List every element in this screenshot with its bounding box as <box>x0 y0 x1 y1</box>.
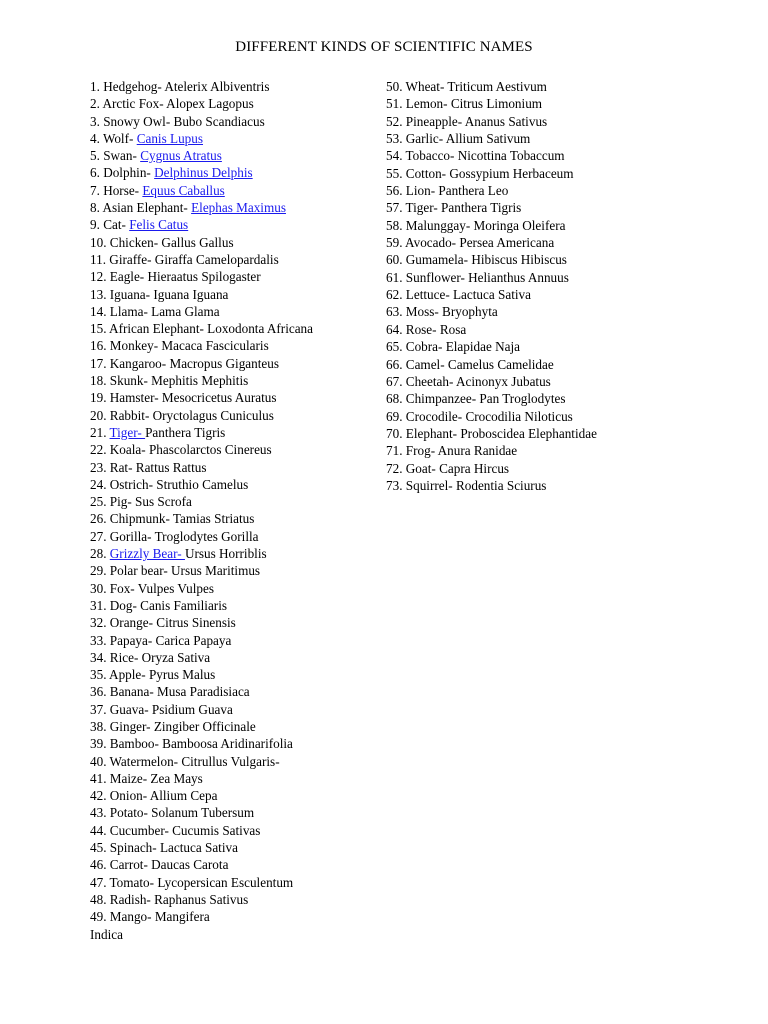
list-item-text: 35. Apple- Pyrus Malus <box>90 667 216 683</box>
list-item <box>90 182 313 199</box>
list-item <box>90 424 313 441</box>
list-item <box>90 320 313 337</box>
list-item-text: 13. Iguana- Iguana Iguana <box>90 286 229 302</box>
list-item <box>386 390 597 407</box>
list-item-text: 47. Tomato- Lycopersican Esculentum <box>90 874 294 890</box>
list-item <box>386 425 597 442</box>
list-item-text: 61. Sunflower- Helianthus Annuus <box>386 269 569 285</box>
list-item-text: 38. Ginger- Zingiber Officinale <box>90 718 256 734</box>
list-item <box>386 373 597 390</box>
list-item <box>90 718 313 735</box>
list-item-text: 54. Tobacco- Nicottina Tobaccum <box>386 148 565 164</box>
list-item <box>90 701 313 718</box>
list-item <box>386 338 597 355</box>
list-item-text: 29. Polar bear- Ursus Maritimus <box>90 563 261 579</box>
list-item <box>90 130 313 147</box>
scientific-name-link[interactable]: Delphinus Delphis <box>154 165 253 181</box>
list-item-text: 1. Hedgehog- Atelerix Albiventris <box>90 79 270 94</box>
list-item <box>90 770 313 787</box>
list-item <box>90 632 313 649</box>
list-item-text: 58. Malunggay- Moringa Oleifera <box>386 217 566 233</box>
list-item-text: 2. Arctic Fox- Alopex Lagopus <box>90 96 254 112</box>
list-item <box>90 234 313 251</box>
list-item <box>386 408 597 425</box>
list-item-text: 10. Chicken- Gallus Gallus <box>90 234 234 250</box>
list-item <box>90 874 313 891</box>
list-item <box>386 113 597 130</box>
list-item-text: 40. Watermelon- Citrullus Vulgaris- <box>90 753 280 769</box>
list-item-text: 20. Rabbit- Oryctolagus Cuniculus <box>90 407 274 423</box>
list-item <box>386 251 597 268</box>
list-item-text: 44. Cucumber- Cucumis Sativas <box>90 822 261 838</box>
list-item-text: 30. Fox- Vulpes Vulpes <box>90 580 214 596</box>
list-item-text: 8. Asian Elephant- <box>90 200 192 216</box>
list-item <box>90 666 313 683</box>
list-item <box>90 164 313 181</box>
list-item-text: 15. African Elephant- Loxodonta Africana <box>90 321 314 337</box>
list-item <box>90 822 313 839</box>
list-item-text: 12. Eagle- Hieraatus Spilogaster <box>90 269 261 285</box>
list-item <box>90 372 313 389</box>
list-item <box>386 356 597 373</box>
list-item <box>90 735 313 752</box>
list-item <box>90 597 313 614</box>
scientific-name-link[interactable]: Cygnus Atratus <box>140 148 222 164</box>
list-item-text: 41. Maize- Zea Mays <box>90 770 203 786</box>
list-item-text: 56. Lion- Panthera Leo <box>386 183 509 199</box>
list-item-text: 9. Cat- <box>90 217 130 233</box>
list-item <box>90 580 313 597</box>
scientific-name-link[interactable]: Canis Lupus <box>136 130 203 146</box>
list-item-text: Ursus Horriblis <box>184 546 267 562</box>
list-item <box>90 355 313 372</box>
list-item <box>90 199 313 216</box>
list-item <box>90 268 313 285</box>
list-item-text: 60. Gumamela- Hibiscus Hibiscus <box>386 252 567 268</box>
list-item-text: 32. Orange- Citrus Sinensis <box>90 615 236 631</box>
list-item-text: 24. Ostrich- Struthio Camelus <box>90 476 249 492</box>
list-item <box>386 217 597 234</box>
list-item-text: 73. Squirrel- Rodentia Sciurus <box>386 477 547 493</box>
list-item <box>90 78 313 95</box>
list-item <box>90 614 313 631</box>
list-item-text: 70. Elephant- Proboscidea Elephantidae <box>386 425 597 441</box>
list-item <box>90 787 313 804</box>
list-item <box>90 528 313 545</box>
list-item-text: 21. <box>90 424 110 440</box>
list-item-text: 16. Monkey- Macaca Fascicularis <box>90 338 269 354</box>
list-item <box>90 95 313 112</box>
scientific-name-link[interactable]: Elephas Maximus <box>191 200 286 216</box>
list-item <box>90 908 313 925</box>
list-item-text: 22. Koala- Phascolarctos Cinereus <box>90 442 272 458</box>
list-item-text: 66. Camel- Camelus Camelidae <box>386 356 554 372</box>
right-column-list <box>386 78 597 494</box>
list-item-text: 64. Rose- Rosa <box>386 321 467 337</box>
list-item-text: 48. Radish- Raphanus Sativus <box>90 891 249 907</box>
list-item <box>386 199 597 216</box>
list-item <box>386 286 597 303</box>
list-item <box>90 113 313 130</box>
list-item-text: 6. Dolphin- <box>90 165 155 181</box>
list-item <box>90 545 313 562</box>
scientific-name-link[interactable]: Grizzly Bear- <box>109 546 185 562</box>
list-item-text: 42. Onion- Allium Cepa <box>90 788 218 804</box>
list-item-text: 57. Tiger- Panthera Tigris <box>386 200 522 216</box>
list-item-text: 69. Crocodile- Crocodilia Niloticus <box>386 408 573 424</box>
list-item-text: 17. Kangaroo- Macropus Giganteus <box>90 355 279 371</box>
list-item-text: 14. Llama- Lama Glama <box>90 303 220 319</box>
list-item <box>90 337 313 354</box>
scientific-name-link[interactable]: Tiger- <box>109 424 146 440</box>
list-item-text: 59. Avocado- Persea Americana <box>386 235 555 251</box>
list-item <box>90 389 313 406</box>
list-item <box>386 234 597 251</box>
list-item-text: 4. Wolf- <box>90 130 137 146</box>
list-item <box>90 926 313 943</box>
list-item <box>386 303 597 320</box>
list-item <box>90 286 313 303</box>
list-item <box>90 649 313 666</box>
list-item-text: 39. Bamboo- Bamboosa Aridinarifolia <box>90 736 293 752</box>
left-column-list <box>90 78 313 943</box>
list-item-text: 5. Swan- <box>90 148 141 164</box>
list-item-text: 3. Snowy Owl- Bubo Scandiacus <box>90 113 265 129</box>
list-item-text: 25. Pig- Sus Scrofa <box>90 494 192 510</box>
list-item-text: 23. Rat- Rattus Rattus <box>90 459 207 475</box>
list-item <box>386 477 597 494</box>
list-item-text: 36. Banana- Musa Paradisiaca <box>90 684 250 700</box>
list-item <box>90 303 313 320</box>
list-item-text: 63. Moss- Bryophyta <box>386 304 498 320</box>
list-item <box>90 891 313 908</box>
list-item-text: 27. Gorilla- Troglodytes Gorilla <box>90 528 259 544</box>
list-item <box>90 441 313 458</box>
list-item <box>90 407 313 424</box>
list-item <box>90 251 313 268</box>
scientific-name-link[interactable]: Felis Catus <box>129 217 189 233</box>
list-item-text: 19. Hamster- Mesocricetus Auratus <box>90 390 277 406</box>
list-item <box>90 476 313 493</box>
list-item <box>386 165 597 182</box>
list-item <box>90 459 313 476</box>
list-item <box>386 130 597 147</box>
list-item <box>90 839 313 856</box>
list-item <box>90 216 313 233</box>
list-item-text: 26. Chipmunk- Tamias Striatus <box>90 511 255 527</box>
list-item-text: Indica <box>90 926 123 942</box>
list-item-text: 37. Guava- Psidium Guava <box>90 701 233 717</box>
list-item <box>90 510 313 527</box>
list-item <box>90 753 313 770</box>
list-item-text: 71. Frog- Anura Ranidae <box>386 443 518 459</box>
list-item-text: 18. Skunk- Mephitis Mephitis <box>90 373 249 389</box>
list-item-text: 49. Mango- Mangifera <box>90 909 210 925</box>
list-item <box>90 562 313 579</box>
list-item-text: 62. Lettuce- Lactuca Sativa <box>386 287 531 303</box>
list-item-text: Panthera Tigris <box>145 424 226 440</box>
list-item <box>90 147 313 164</box>
list-item <box>386 321 597 338</box>
list-item <box>90 493 313 510</box>
list-item <box>386 78 597 95</box>
list-item-text: 52. Pineapple- Ananus Sativus <box>386 113 548 129</box>
list-item-text: 72. Goat- Capra Hircus <box>386 460 510 476</box>
list-item-text: 34. Rice- Oryza Sativa <box>90 649 211 665</box>
list-item-text: 31. Dog- Canis Familiaris <box>90 597 227 613</box>
scientific-name-link[interactable]: Equus Caballus <box>142 182 225 198</box>
list-item-text: 46. Carrot- Daucas Carota <box>90 857 229 873</box>
list-item <box>386 442 597 459</box>
list-item-text: 51. Lemon- Citrus Limonium <box>386 96 543 112</box>
list-item <box>386 95 597 112</box>
list-item-text: 11. Giraffe- Giraffa Camelopardalis <box>90 251 279 267</box>
list-item-text: 7. Horse- <box>90 182 143 198</box>
list-item-text: 33. Papaya- Carica Papaya <box>90 632 232 648</box>
list-item <box>386 182 597 199</box>
list-item-text: 50. Wheat- Triticum Aestivum <box>386 79 547 94</box>
list-item-text: 68. Chimpanzee- Pan Troglodytes <box>386 391 566 407</box>
document-title: DIFFERENT KINDS OF SCIENTIFIC NAMES <box>235 39 533 55</box>
list-item-text: 43. Potato- Solanum Tubersum <box>90 805 255 821</box>
list-item-text: 55. Cotton- Gossypium Herbaceum <box>386 165 574 181</box>
list-item-text: 45. Spinach- Lactuca Sativa <box>90 840 238 856</box>
list-item-text: 67. Cheetah- Acinonyx Jubatus <box>386 373 551 389</box>
list-item <box>386 460 597 477</box>
list-item <box>386 147 597 164</box>
list-item-text: 53. Garlic- Allium Sativum <box>386 131 531 147</box>
list-item <box>90 804 313 821</box>
list-item <box>90 683 313 700</box>
list-item <box>386 269 597 286</box>
list-item-text: 65. Cobra- Elapidae Naja <box>386 339 521 355</box>
list-item-text: 28. <box>90 546 110 562</box>
list-item <box>90 856 313 873</box>
